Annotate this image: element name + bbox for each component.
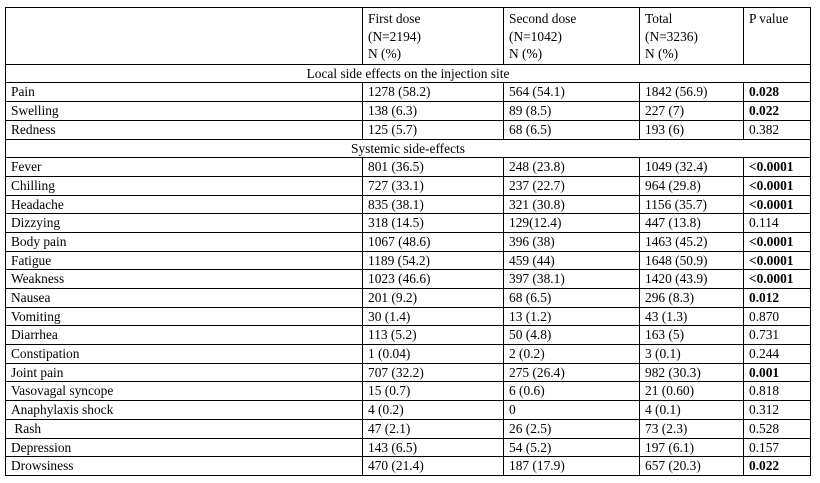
first-dose-cell: 707 (32.2) [363,363,504,382]
section-title: Systemic side-effects [6,139,811,158]
row-label: Fever [6,158,363,177]
total-cell: 193 (6) [640,120,744,139]
first-dose-cell: 4 (0.2) [363,401,504,420]
first-dose-cell: 835 (38.1) [363,195,504,214]
p-value-cell: 0.022 [744,457,811,476]
section-header-row [6,64,811,83]
section-title: Local side effects on the injection site [6,64,811,83]
table-row [6,270,811,289]
p-value-cell: 0.001 [744,363,811,382]
second-dose-cell: 6 (0.6) [504,382,640,401]
first-dose-cell: 138 (6.3) [363,102,504,121]
second-dose-cell: 129(12.4) [504,214,640,233]
header-line: (N=3236) [645,28,698,44]
p-value-cell: 0.022 [744,102,811,121]
first-dose-cell: 1067 (48.6) [363,232,504,251]
total-cell: 1420 (43.9) [640,270,744,289]
row-label: Redness [6,120,363,139]
header-line: (N=2194) [368,28,421,44]
p-value-cell: <0.0001 [744,158,811,177]
table-row [6,363,811,382]
second-dose-cell: 2 (0.2) [504,345,640,364]
row-label: Weakness [6,270,363,289]
table-row [6,419,811,438]
table-row [6,176,811,195]
table-row [6,232,811,251]
first-dose-cell: 15 (0.7) [363,382,504,401]
p-value-cell: 0.244 [744,345,811,364]
total-cell: 43 (1.3) [640,307,744,326]
table-row [6,457,811,476]
total-cell: 73 (2.3) [640,419,744,438]
first-dose-cell: 143 (6.5) [363,438,504,457]
first-dose-cell: 1189 (54.2) [363,251,504,270]
p-value-cell: 0.382 [744,120,811,139]
row-label: Anaphylaxis shock [6,401,363,420]
header-cell-total [640,8,744,65]
row-label: Joint pain [6,363,363,382]
table-row [6,345,811,364]
table-row [6,307,811,326]
second-dose-cell: 397 (38.1) [504,270,640,289]
total-cell: 982 (30.3) [640,363,744,382]
table-row [6,326,811,345]
first-dose-cell: 1023 (46.6) [363,270,504,289]
table-row [6,438,811,457]
table-header [6,8,811,65]
header-line: P value [749,11,789,26]
second-dose-cell: 68 (6.5) [504,120,640,139]
row-label: Nausea [6,289,363,308]
total-cell: 1842 (56.9) [640,83,744,102]
side-effects-table [5,7,811,476]
first-dose-cell: 201 (9.2) [363,289,504,308]
section-header-row [6,139,811,158]
row-label: Vomiting [6,307,363,326]
second-dose-cell: 187 (17.9) [504,457,640,476]
table-row [6,83,811,102]
total-cell: 1463 (45.2) [640,232,744,251]
total-cell: 197 (6.1) [640,438,744,457]
p-value-cell: 0.312 [744,401,811,420]
header-cell-label [6,8,363,65]
table-row [6,251,811,270]
row-label: Drowsiness [6,457,363,476]
header-line: (N=1042) [509,28,562,44]
first-dose-cell: 1278 (58.2) [363,83,504,102]
header-row [6,8,811,65]
table-row [6,158,811,177]
second-dose-cell: 237 (22.7) [504,176,640,195]
row-label: Depression [6,438,363,457]
header-line: N (%) [509,46,543,62]
second-dose-cell: 564 (54.1) [504,83,640,102]
first-dose-cell: 30 (1.4) [363,307,504,326]
first-dose-cell: 1 (0.04) [363,345,504,364]
p-value-cell: 0.157 [744,438,811,457]
table-row [6,401,811,420]
row-label: Constipation [6,345,363,364]
p-value-cell: 0.818 [744,382,811,401]
header-cell-first-dose [363,8,504,65]
table-row [6,214,811,233]
second-dose-cell: 50 (4.8) [504,326,640,345]
total-cell: 227 (7) [640,102,744,121]
row-label: Body pain [6,232,363,251]
table-row [6,382,811,401]
header-line: Total [645,11,673,26]
second-dose-cell: 13 (1.2) [504,307,640,326]
total-cell: 657 (20.3) [640,457,744,476]
total-cell: 1049 (32.4) [640,158,744,177]
first-dose-cell: 113 (5.2) [363,326,504,345]
p-value-cell: 0.012 [744,289,811,308]
header-cell-p-value [744,8,811,65]
total-cell: 21 (0.60) [640,382,744,401]
row-label: Fatigue [6,251,363,270]
second-dose-cell: 54 (5.2) [504,438,640,457]
p-value-cell: <0.0001 [744,195,811,214]
first-dose-cell: 318 (14.5) [363,214,504,233]
p-value-cell: <0.0001 [744,176,811,195]
second-dose-cell: 396 (38) [504,232,640,251]
p-value-cell: 0.528 [744,419,811,438]
second-dose-cell: 89 (8.5) [504,102,640,121]
row-label: Pain [6,83,363,102]
row-label: Dizzying [6,214,363,233]
row-label: Headache [6,195,363,214]
second-dose-cell: 321 (30.8) [504,195,640,214]
second-dose-cell: 459 (44) [504,251,640,270]
total-cell: 1648 (50.9) [640,251,744,270]
header-cell-second-dose [504,8,640,65]
first-dose-cell: 801 (36.5) [363,158,504,177]
second-dose-cell: 275 (26.4) [504,363,640,382]
table-row [6,120,811,139]
row-label: Diarrhea [6,326,363,345]
second-dose-cell: 0 [504,401,640,420]
second-dose-cell: 68 (6.5) [504,289,640,308]
p-value-cell: <0.0001 [744,251,811,270]
row-label: Rash [6,419,363,438]
table-row [6,289,811,308]
header-line: Second dose [509,11,577,26]
total-cell: 447 (13.8) [640,214,744,233]
first-dose-cell: 125 (5.7) [363,120,504,139]
row-label: Vasovagal syncope [6,382,363,401]
total-cell: 964 (29.8) [640,176,744,195]
total-cell: 3 (0.1) [640,345,744,364]
table-row [6,102,811,121]
p-value-cell: <0.0001 [744,270,811,289]
side-effects-table-container [5,7,811,476]
first-dose-cell: 470 (21.4) [363,457,504,476]
total-cell: 296 (8.3) [640,289,744,308]
p-value-cell: 0.870 [744,307,811,326]
p-value-cell: <0.0001 [744,232,811,251]
total-cell: 4 (0.1) [640,401,744,420]
total-cell: 163 (5) [640,326,744,345]
second-dose-cell: 248 (23.8) [504,158,640,177]
row-label: Swelling [6,102,363,121]
row-label: Chilling [6,176,363,195]
table-body [6,64,811,475]
header-line: N (%) [368,46,402,62]
table-row [6,195,811,214]
total-cell: 1156 (35.7) [640,195,744,214]
p-value-cell: 0.731 [744,326,811,345]
header-line: First dose [368,11,421,26]
first-dose-cell: 727 (33.1) [363,176,504,195]
p-value-cell: 0.114 [744,214,811,233]
second-dose-cell: 26 (2.5) [504,419,640,438]
header-line: N (%) [645,46,679,62]
first-dose-cell: 47 (2.1) [363,419,504,438]
p-value-cell: 0.028 [744,83,811,102]
